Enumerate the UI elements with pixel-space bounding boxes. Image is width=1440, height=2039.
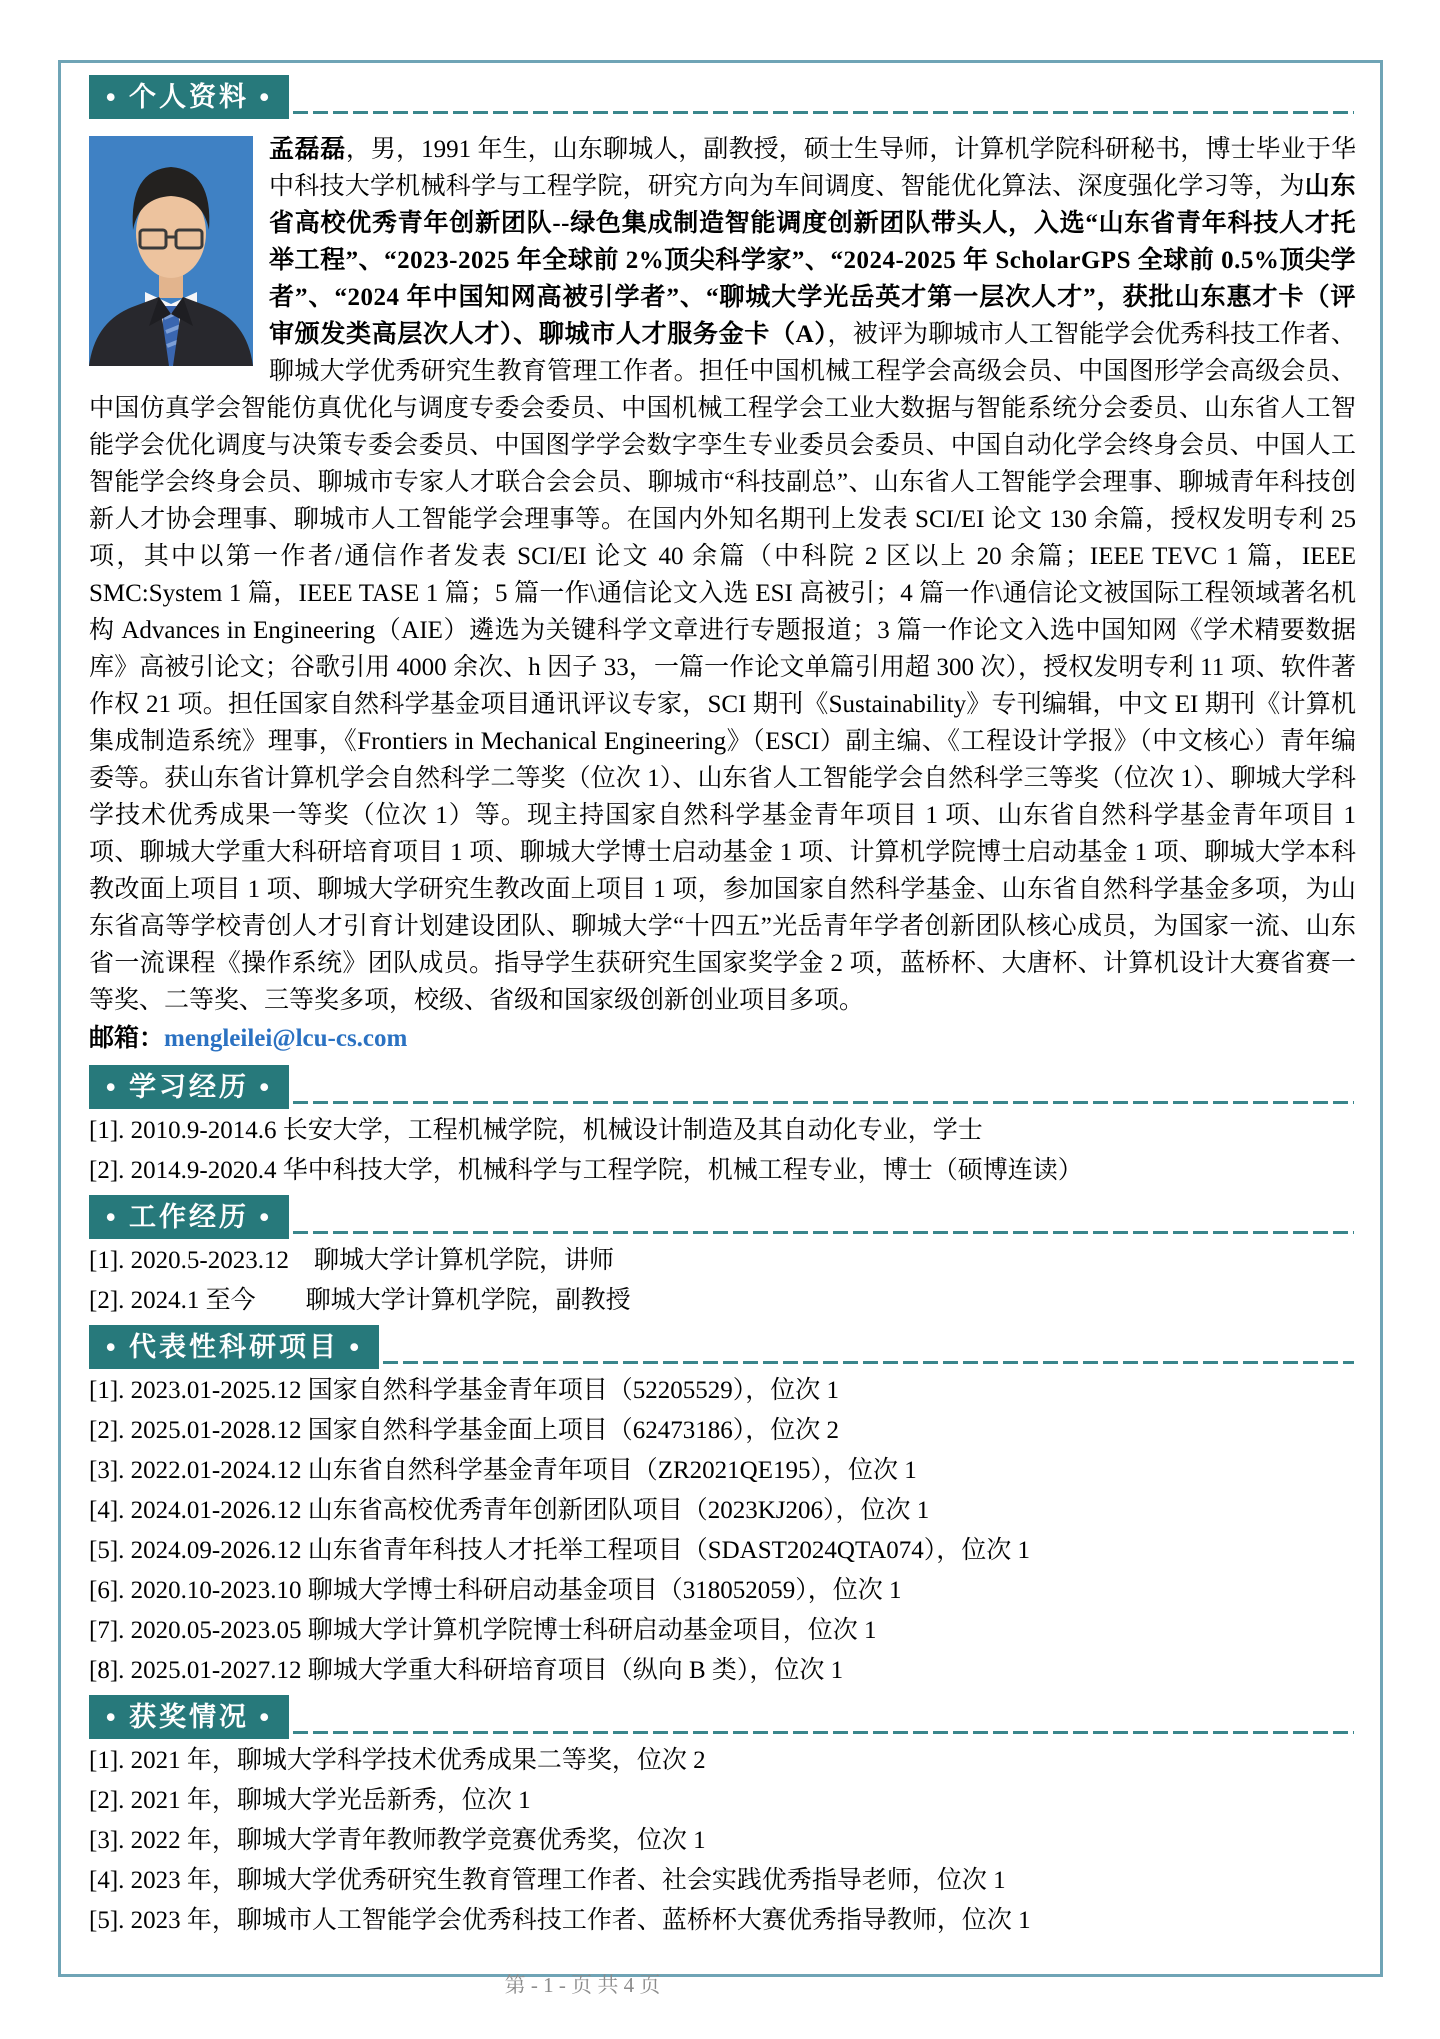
profile-photo [89,136,253,366]
section-header-profile [89,75,1356,119]
projects-list [89,1371,1356,1691]
list-item: [5]. 2023 年，聊城市人工智能学会优秀科技工作者、蓝桥杯大赛优秀指导教师，位次 1 [89,1907,1031,1934]
section-title-badge: • 获奖情况 • [89,1695,289,1739]
bio-highlight-bold: 山东省高校优秀青年创新团队--绿色集成制造智能调度创新团队带头人，入选“山东省青年科技人才托举工程”、“2023-2025 年全球前 2%顶尖科学家”、“2024-2025 年 ScholarGPS 全球前 0.5%顶尖学者”、“2024 年中国知网高被引学者”、“聊城大学光岳英才第一层次人才”，获批山东惠才卡（评审颁发类高层次人才）、聊城市人才服务金卡（A） [269,173,1356,348]
list-item: [2]. 2014.9-2020.4 华中科技大学，机械科学与工程学院，机械工程专业，博士（硕博连读） [89,1157,1083,1184]
email-label: 邮箱： [89,1025,165,1052]
section-header-awards [89,1695,1356,1739]
list-item: [4]. 2024.01-2026.12 山东省高校优秀青年创新团队项目（2023KJ206），位次 1 [89,1497,930,1524]
email-row [89,1019,1356,1059]
bio-text-2: ，被评为聊城市人工智能学会优秀科技工作者、聊城大学优秀研究生教育管理工作者。担任中国机械工程学会高级会员、中国图形学会高级会员、中国仿真学会智能仿真优化与调度专委会委员、中国机械工程学会工业大数据与智能系统分会委员、山东省人工智能学会优化调度与决策专委会委员、中国图学学会数字孪生专业委员会委员、中国自动化学会终身会员、中国人工智能学会终身会员、聊城市专家人才联合会会员、聊城市“科技副总”、山东省人工智能学会理事、聊城青年科技创新人才协会理事、聊城市人工智能学会理事等。在国内外知名期刊上发表 SCI/EI 论文 130 余篇，授权发明专利 25 项，其中以第一作者/通信作者发表 SCI/EI 论文 40 余篇（中科院 2 区以上 20 余篇；IEEE TEVC 1 篇，IEEE SMC:System 1 篇，IEEE TASE 1 篇；5 篇一作\通信论文入选 ESI 高被引；4 篇一作\通信论文被国际工程领域著名机构 Advances in Engineering（AIE）遴选为关键科学文章进行专题报道；3 篇一作论文入选中国知网《学术精要数据库》高被引论文；谷歌引用 4000 余次、h 因子 33，一篇一作论文单篇引用超 300 次），授权发明专利 11 项、软件著作权 21 项。担任国家自然科学基金项目通讯评议专家，SCI 期刊《Sustainability》专刊编辑，中文 EI 期刊《计算机集成制造系统》理事，《Frontiers in Mechanical Engineering》（ESCI）副主编、《工程设计学报》（中文核心）青年编委等。获山东省计算机学会自然科学二等奖（位次 1）、山东省人工智能学会自然科学三等奖（位次 1）、聊城大学科学技术优秀成果一等奖（位次 1）等。现主持国家自然科学基金青年项目 1 项、山东省自然科学基金青年项目 1 项、聊城大学重大科研培育项目 1 项、聊城大学博士启动基金 1 项、计算机学院博士启动基金 1 项、聊城大学本科教改面上项目 1 项、聊城大学研究生教改面上项目 1 项，参加国家自然科学基金、山东省自然科学基金多项，为山东省高等学校青创人才引育计划建设团队、聊城大学“十四五”光岳青年学者创新团队核心成员，为国家一流、山东省一流课程《操作系统》团队成员。指导学生获研究生国家奖学金 2 项，蓝桥杯、大唐杯、计算机设计大赛省赛一等奖、二等奖、三等奖多项，校级、省级和国家级创新创业项目多项。 [89,321,1356,1014]
list-item: [6]. 2020.10-2023.10 聊城大学博士科研启动基金项目（318052059），位次 1 [89,1577,902,1604]
list-item: [3]. 2022.01-2024.12 山东省自然科学基金青年项目（ZR2021QE195），位次 1 [89,1457,917,1484]
section-rule [293,1231,1354,1234]
bio-text-1: ，男，1991 年生，山东聊城人，副教授，硕士生导师，计算机学院科研秘书，博士毕业于华中科技大学机械科学与工程学院，研究方向为车间调度、智能优化算法、深度强化学习等，为 [269,136,1356,200]
list-item: [1]. 2020.5-2023.12 聊城大学计算机学院，讲师 [89,1247,614,1274]
list-item: [8]. 2025.01-2027.12 聊城大学重大科研培育项目（纵向 B 类），位次 1 [89,1657,844,1684]
profile-section [89,131,1356,1059]
section-title-badge: • 代表性科研项目 • [89,1325,379,1369]
list-item: [4]. 2023 年，聊城大学优秀研究生教育管理工作者、社会实践优秀指导老师，位次 1 [89,1867,1006,1894]
education-list [89,1111,1356,1191]
section-title-badge: • 工作经历 • [89,1195,289,1239]
section-header-projects [89,1325,1356,1369]
email-address-link[interactable]: mengleilei@lcu-cs.com [164,1025,408,1052]
profile-biography [89,131,1356,1019]
section-rule [293,1731,1354,1734]
person-name: 孟磊磊 [269,136,346,163]
section-title-badge: • 个人资料 • [89,75,289,119]
section-rule [293,111,1354,114]
list-item: [1]. 2023.01-2025.12 国家自然科学基金青年项目（52205529），位次 1 [89,1377,839,1404]
section-header-work [89,1195,1356,1239]
work-list [89,1241,1356,1321]
list-item: [2]. 2024.1 至今 聊城大学计算机学院，副教授 [89,1287,631,1314]
page-border-frame [58,60,1383,1997]
page-content [61,63,1380,1999]
section-title-badge: • 学习经历 • [89,1065,289,1109]
awards-list [89,1741,1356,1941]
section-rule [293,1101,1354,1104]
list-item: [2]. 2025.01-2028.12 国家自然科学基金面上项目（62473186），位次 2 [89,1417,839,1444]
list-item: [1]. 2010.9-2014.6 长安大学，工程机械学院，机械设计制造及其自动化专业，学士 [89,1117,983,1144]
section-rule [383,1361,1354,1364]
list-item: [7]. 2020.05-2023.05 聊城大学计算机学院博士科研启动基金项目，位次 1 [89,1617,877,1644]
list-item: [2]. 2021 年，聊城大学光岳新秀，位次 1 [89,1787,531,1814]
page-number: 第 - 1 - 页 共 4 页 [504,1973,661,1997]
person-portrait-icon [89,136,253,366]
list-item: [3]. 2022 年，聊城大学青年教师教学竞赛优秀奖，位次 1 [89,1827,706,1854]
list-item: [5]. 2024.09-2026.12 山东省青年科技人才托举工程项目（SDAST2024QTA074），位次 1 [89,1537,1031,1564]
section-header-education [89,1065,1356,1109]
list-item: [1]. 2021 年，聊城大学科学技术优秀成果二等奖，位次 2 [89,1747,706,1774]
